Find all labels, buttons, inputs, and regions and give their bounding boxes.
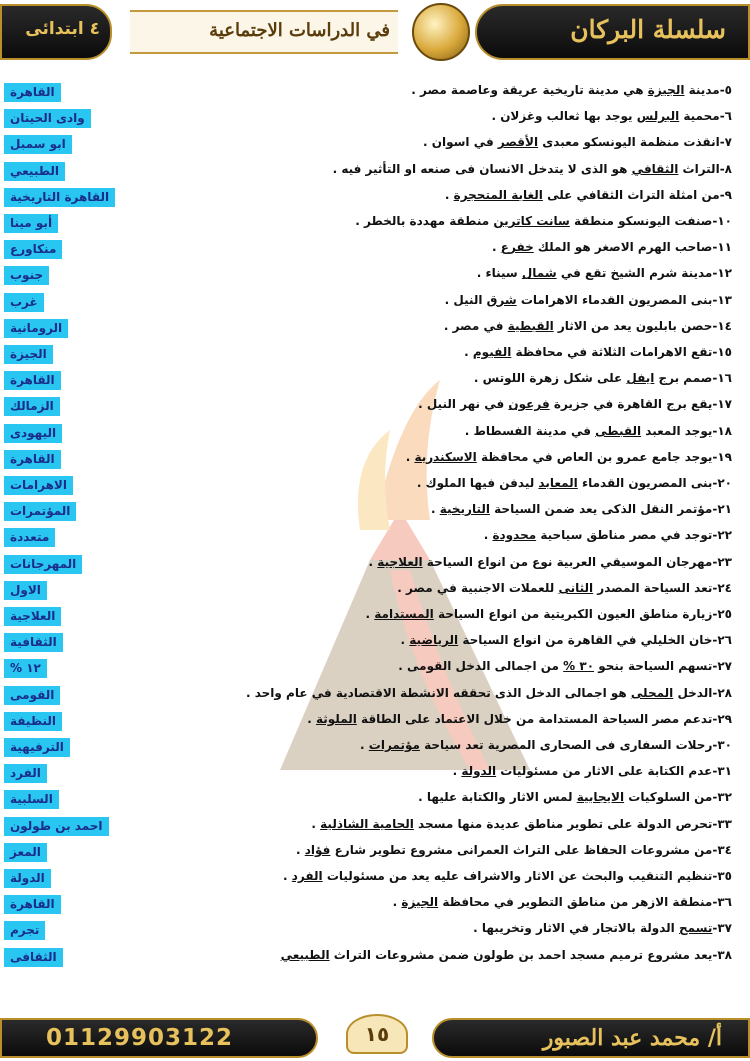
underlined-error-word: سانت كاترين (493, 214, 570, 228)
underlined-error-word: الاسكندرية (414, 449, 477, 464)
question-text (246, 686, 732, 700)
question-fragment: صمم برج (654, 371, 713, 386)
question-fragment: توجد في مصر مناطق سياحية (536, 528, 713, 543)
question-number: ٢٤- (712, 580, 732, 595)
underlined-error-word: الدولة (461, 764, 497, 779)
underlined-error-word: المستدامة (374, 607, 434, 621)
answer-highlight: الاول (4, 581, 47, 600)
question-number: ١٠- (712, 214, 732, 228)
question-text (474, 371, 732, 385)
question-fragment: يوجد بها ثعالب وغزلان . (491, 109, 637, 124)
question-fragment: من اجمالى الدخل القومى . (398, 659, 564, 674)
question-fragment: محمية (679, 109, 720, 124)
question-fragment: صنفت اليونسكو منطقة (569, 214, 713, 228)
underlined-error-word: فرعون (508, 397, 550, 412)
underlined-error-word: الأقصر (497, 135, 539, 150)
grade-banner (0, 4, 112, 60)
underlined-error-word: محدودة (492, 528, 537, 543)
question-row (0, 656, 750, 681)
teacher-banner (432, 1018, 750, 1058)
question-row (0, 316, 750, 341)
page-number: ١٥ (346, 1014, 408, 1054)
question-row (0, 263, 750, 288)
question-fragment: الدخل (673, 685, 713, 700)
answer-highlight: وادى الحيتان (4, 109, 91, 128)
question-text (411, 83, 732, 97)
page-header (0, 0, 750, 68)
question-number: ٣٣- (712, 816, 732, 831)
question-fragment: مدينة (684, 83, 720, 97)
question-number: ٣٢- (712, 790, 732, 805)
answer-highlight: القاهرة (4, 450, 61, 469)
question-row (0, 787, 750, 812)
question-text (431, 502, 732, 516)
answer-highlight: متعددة (4, 528, 55, 547)
underlined-error-word: الحامية الشاذلية (320, 816, 414, 831)
question-row (0, 761, 750, 786)
question-fragment: . (307, 711, 316, 726)
grade-label: ٤ ابتدائى (25, 19, 100, 39)
question-fragment: مؤتمر النقل الذكى يعد ضمن السياحة (489, 502, 713, 517)
question-number: ١٤- (712, 318, 732, 333)
question-fragment: صاحب الهرم الاصغر هو الملك (533, 240, 713, 255)
question-text (398, 659, 732, 673)
question-row (0, 630, 750, 655)
question-fragment: من مشروعات الحفاظ على التراث العمرانى مشروع تطوير شارع (330, 842, 713, 857)
question-number: ٦- (719, 109, 732, 124)
question-text (491, 109, 732, 123)
question-fragment: . (360, 738, 369, 752)
underlined-error-word: خفرع (500, 240, 534, 255)
question-number: ٨- (719, 161, 732, 176)
phone-banner (0, 1018, 318, 1058)
underlined-error-word: الثقافي (631, 161, 679, 176)
question-fragment: رحلات السفارى فى الصحارى المصرية تعد سياحة (419, 738, 713, 752)
underlined-error-word: ٣٠ % (563, 659, 595, 674)
answer-highlight: الترفيهية (4, 738, 70, 757)
question-fragment: من السلوكيات (624, 790, 713, 805)
question-number: ٢٨- (712, 685, 732, 700)
answer-highlight: السلبية (4, 790, 59, 809)
phone-number: 01129903122 (46, 1025, 234, 1051)
underlined-error-word: القبطى (595, 423, 642, 438)
question-row (0, 735, 750, 760)
question-fragment: انقذت منظمة اليونسكو معبدى (538, 135, 720, 150)
answer-highlight: الفرد (4, 764, 47, 783)
answer-highlight: أبو مينا (4, 214, 58, 233)
question-row (0, 709, 750, 734)
question-row (0, 814, 750, 839)
question-number: ٣١- (712, 764, 732, 779)
question-text (360, 738, 732, 752)
question-fragment: يوجد جامع عمرو بن العاص في محافظة (476, 449, 713, 464)
question-fragment: زيارة مناطق العيون الكبريتية من انواع السياحة (433, 607, 713, 621)
series-title-banner (475, 4, 750, 60)
question-text (366, 607, 732, 621)
answer-highlight: النظيفة (4, 712, 62, 731)
underlined-error-word: فؤاد (304, 842, 331, 857)
question-text (473, 921, 732, 935)
question-fragment: . (430, 502, 440, 517)
question-fragment: سيناء . (476, 266, 522, 281)
question-fragment: لمس الاثار والكتابة عليها . (418, 790, 577, 805)
answer-highlight: المهرجانات (4, 555, 82, 574)
question-fragment: . (392, 895, 402, 910)
question-fragment: تقع الاهرامات الثلاثة في محافظة (511, 345, 713, 359)
underlined-error-word: الثانى (558, 580, 594, 595)
answer-highlight: الدولة (4, 869, 51, 888)
underlined-error-word: الفرد (291, 869, 323, 883)
question-row (0, 290, 750, 315)
question-text (444, 319, 732, 333)
question-number: ١٥- (712, 345, 732, 359)
question-fragment: . (400, 633, 410, 648)
answer-highlight: منكاورع (4, 240, 62, 259)
underlined-error-word: الغابة المتحجرة (453, 187, 543, 202)
question-fragment: تسهم السياحة بنحو (594, 659, 713, 674)
question-fragment: التراث (678, 161, 720, 176)
question-number: ٣٨- (712, 947, 732, 962)
question-number: ٣٦- (712, 895, 732, 910)
question-text (464, 345, 732, 359)
question-row (0, 159, 750, 184)
question-row (0, 211, 750, 236)
answer-highlight: الرومانية (4, 319, 68, 338)
question-number: ٣٠- (712, 738, 732, 752)
question-fragment: للعملات الاجنبية في مصر . (397, 580, 559, 595)
question-fragment: . (492, 240, 501, 255)
underlined-error-word: الفيوم (472, 345, 512, 359)
question-fragment: . (405, 449, 415, 464)
underlined-error-word: الملوثة (315, 711, 357, 726)
underlined-error-word: شرق (486, 292, 517, 307)
question-text (355, 214, 732, 228)
question-fragment: . (311, 816, 321, 831)
question-fragment: تحرص الدولة على تطوير مناطق عديدة منها مسجد (413, 816, 713, 831)
question-number: ٢١- (712, 502, 732, 517)
answer-highlight: جنوب (4, 266, 49, 285)
question-text (406, 450, 732, 464)
question-fragment: . (368, 554, 378, 569)
question-text (423, 135, 732, 149)
question-number: ٢٢- (712, 528, 732, 543)
question-row (0, 578, 750, 603)
question-number: ٧- (719, 135, 732, 150)
question-fragment: . (464, 345, 473, 359)
question-fragment: تنظيم التنقيب والبحث عن الاثار والاشراف عليه يعد من مسئوليات (322, 869, 713, 883)
question-text (283, 869, 732, 883)
question-text (417, 476, 732, 490)
underlined-error-word: الجيزة (647, 83, 685, 97)
answer-highlight: المعز (4, 843, 47, 862)
question-fragment: تعد السياحة المصدر (593, 580, 713, 595)
question-row (0, 892, 750, 917)
question-text (453, 764, 732, 778)
answer-highlight: الاهرامات (4, 476, 73, 495)
question-fragment: . (452, 764, 462, 779)
question-fragment: . (296, 842, 305, 857)
question-text (369, 555, 732, 569)
question-row (0, 473, 750, 498)
question-fragment: من امثلة التراث الثقافي على (542, 187, 720, 202)
underlined-error-word: مؤتمرات (368, 738, 420, 752)
question-row (0, 525, 750, 550)
question-number: ٢٥- (712, 607, 732, 621)
answer-highlight: المؤتمرات (4, 502, 76, 521)
question-number: ١٩- (712, 449, 732, 464)
question-text (401, 633, 732, 647)
underlined-error-word: العلاجية (377, 554, 423, 569)
question-fragment: حصن بابليون يعد من الاثار (553, 318, 713, 333)
question-text (418, 790, 732, 804)
question-number: ٢٣- (712, 554, 732, 569)
underlined-error-word: تسمح (678, 921, 713, 936)
question-fragment: النيل . (444, 292, 487, 307)
underlined-error-word: ايفل (626, 371, 655, 386)
question-number: ١٣- (712, 292, 732, 307)
question-number: ٢٠- (712, 476, 732, 490)
question-row (0, 447, 750, 472)
answer-highlight: اليهودى (4, 424, 62, 443)
question-row (0, 237, 750, 262)
question-fragment: عدم الكتابة على الاثار من مسئوليات (496, 764, 713, 779)
answer-highlight: احمد بن طولون (4, 817, 109, 836)
answer-highlight: الثقافية (4, 633, 63, 652)
question-number: ٢٦- (712, 633, 732, 648)
answer-highlight: ابو سمبل (4, 135, 72, 154)
underlined-error-word: المعابد (538, 476, 578, 490)
underlined-error-word: الجيزة (401, 895, 439, 910)
question-text (492, 240, 732, 254)
question-row (0, 866, 750, 891)
underlined-error-word: الايجابية (576, 790, 625, 805)
answer-highlight: الطبيعي (4, 162, 65, 181)
question-text (307, 712, 732, 726)
answer-highlight: القاهرة (4, 83, 61, 102)
question-fragment: مدينة شرم الشيخ تقع في (556, 266, 713, 281)
question-row (0, 106, 750, 131)
question-row (0, 499, 750, 524)
question-fragment: على شكل زهرة اللوتس . (473, 371, 627, 386)
question-fragment: بنى المصريون القدماء الاهرامات (516, 292, 713, 307)
question-fragment: ليدفن فيها الملوك . (416, 476, 539, 490)
answer-highlight: الثقافى (4, 948, 63, 967)
underlined-error-word: البرلس (636, 109, 680, 124)
question-fragment: يعد مشروع ترميم مسجد احمد بن طولون ضمن مشروعات التراث (329, 947, 713, 962)
question-fragment: يقع برج القاهرة في جزيرة (549, 397, 713, 412)
answer-highlight: القاهرة (4, 371, 61, 390)
question-fragment: . (283, 869, 292, 883)
question-number: ١٦- (712, 371, 732, 386)
question-fragment: خان الخليلي في القاهرة من انواع السياحة (458, 633, 713, 648)
question-row (0, 840, 750, 865)
question-row (0, 132, 750, 157)
question-number: ١٨- (712, 423, 732, 438)
question-text (477, 266, 732, 280)
question-fragment: . (365, 607, 375, 621)
answer-highlight: تجرم (4, 921, 45, 940)
question-row (0, 342, 750, 367)
answer-highlight: القاهرة (4, 895, 61, 914)
question-number: ٣٤- (712, 842, 732, 857)
answer-highlight: الزمالك (4, 397, 60, 416)
question-row (0, 80, 750, 105)
question-number: ١٢- (712, 266, 732, 281)
question-number: ٢٩- (712, 711, 732, 726)
underlined-error-word: الرياضية (409, 633, 459, 648)
question-text (311, 817, 732, 831)
question-fragment: هو اجمالى الدخل الذى تحققه الانشطة الاقتصادية في عام واحد . (245, 685, 631, 700)
subject-banner (130, 10, 398, 54)
question-text (465, 424, 732, 438)
question-row (0, 552, 750, 577)
question-number: ٥- (719, 83, 732, 97)
underlined-error-word: التاريخية (439, 502, 490, 517)
question-fragment: تدعم مصر السياحة المستدامة من خلال الاعتماد على الطاقة (356, 711, 713, 726)
answer-highlight: ١٢ % (4, 659, 47, 678)
question-fragment: في مدينة الفسطاط . (464, 423, 596, 438)
question-row (0, 368, 750, 393)
question-row (0, 918, 750, 943)
underlined-error-word: شمال (521, 266, 557, 281)
teacher-name: أ/ محمد عبد الصبور (542, 1025, 722, 1051)
question-number: ١١- (712, 240, 732, 255)
question-fragment: منطقة الازهر من مناطق التطوير في محافظة (438, 895, 713, 910)
question-fragment: هي مدينة تاريخية عريقة وعاصمة مصر . (411, 83, 648, 97)
question-fragment: في مصر . (443, 318, 508, 333)
question-fragment: هو الذى لا يتدخل الانسان فى صنعه او التأثير فيه . (332, 161, 632, 176)
answer-highlight: غرب (4, 293, 44, 312)
question-fragment: . (483, 528, 493, 543)
globe-logo-icon (412, 3, 470, 61)
underlined-error-word: القبطية (507, 318, 554, 333)
question-number: ١٧- (712, 397, 732, 412)
question-text (484, 528, 732, 542)
question-number: ٣٧- (712, 921, 732, 936)
question-text (296, 843, 732, 857)
underlined-error-word: الطبيعي (280, 947, 330, 962)
question-row (0, 421, 750, 446)
question-row (0, 185, 750, 210)
question-text (445, 188, 732, 202)
answer-highlight: القومى (4, 686, 60, 705)
question-fragment: يوجد المعبد (641, 423, 713, 438)
subject-title: في الدراسات الاجتماعية (209, 20, 390, 41)
question-text (445, 293, 732, 307)
question-row (0, 394, 750, 419)
question-number: ٩- (719, 187, 732, 202)
question-fragment: مهرجان الموسيقي العربية نوع من انواع السياحة (422, 554, 713, 569)
question-fragment: . (444, 187, 454, 202)
page-footer (0, 1014, 750, 1061)
answer-highlight: القاهرة التاريخية (4, 188, 115, 207)
question-text (418, 397, 732, 411)
answer-highlight: العلاجية (4, 607, 61, 626)
question-number: ٣٥- (712, 869, 732, 883)
question-number: ٢٧- (712, 659, 732, 674)
question-fragment: الدولة بالاتجار في الاثار وتخريبها . (473, 921, 679, 936)
question-fragment: في اسوان . (423, 135, 498, 150)
question-fragment: في نهر النيل . (418, 397, 509, 412)
question-row (0, 683, 750, 708)
question-fragment: منطقة مهددة بالخطر . (355, 214, 494, 228)
question-text (393, 895, 732, 909)
series-title: سلسلة البركان (570, 15, 726, 44)
underlined-error-word: المحلى (630, 685, 674, 700)
answer-highlight: الجيزة (4, 345, 53, 364)
question-row (0, 604, 750, 629)
question-text (333, 162, 732, 176)
question-text (281, 948, 732, 962)
question-row (0, 945, 750, 970)
question-fragment: بنى المصريون القدماء (577, 476, 713, 490)
question-text (397, 581, 732, 595)
